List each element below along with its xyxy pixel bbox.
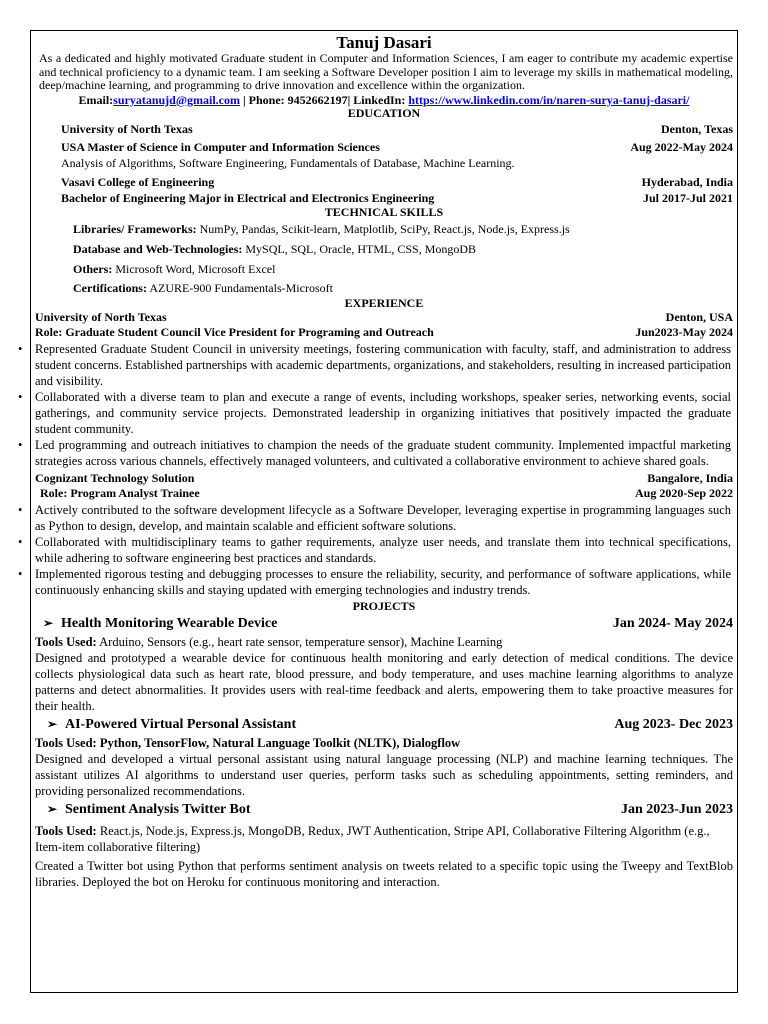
- summary-paragraph: As a dedicated and highly motivated Graduate student in Computer and Information Sciences, I am eager to contribute my academic expertise and technical proficiency to a dynamic team. I am seeking a Software Developer position I aim to leverage my skills in mathematical modeling, deep/machine learning, and programming to drive innovation and excellence within the organization.: [39, 51, 733, 93]
- school-row: [61, 120, 733, 138]
- education-heading: EDUCATION: [347, 105, 421, 120]
- skill-label: Libraries/ Frameworks:: [73, 221, 197, 236]
- project-description: Designed and prototyped a wearable device for continuous health monitoring and early detection of medical conditions. The device collects physiological data such as heart rate, blood pressure, and body temperature, and uses machine learning algorithms to analyze patterns and detect abnormalities. It provides users with real-time feedback and alerts, empowering them to take proactive measures for their health.: [35, 650, 733, 713]
- skill-label: Others:: [73, 261, 113, 276]
- email-link[interactable]: suryatanujd@gmail.com: [113, 92, 241, 107]
- experience-section: [18, 309, 733, 598]
- project-title: Health Monitoring Wearable Device: [61, 615, 278, 631]
- project-title: AI-Powered Virtual Personal Assistant: [65, 716, 297, 732]
- job-location: Bangalore, India: [647, 470, 733, 485]
- list-item: • Implemented rigorous testing and debugging processes to ensure the reliability, security, and performance of software applications, while continuously enhancing skills and staying updated with emerging technologies and industry trends.: [18, 566, 731, 597]
- job-location: Denton, USA: [665, 309, 733, 324]
- school-row: [61, 173, 733, 191]
- degree-row: [61, 191, 733, 206]
- degree-name: Bachelor of Engineering Major in Electrical and Electronics Engineering: [61, 190, 435, 205]
- project-description: Created a Twitter bot using Python that performs sentiment analysis on tweets related to a specific topic using the Tweepy and TextBlob libraries. Deployed the bot on Heroku for continuous monitoring and interaction.: [35, 858, 733, 889]
- degree-row: [61, 138, 733, 156]
- job-role: Role: Graduate Student Council Vice President for Programing and Outreach: [35, 324, 434, 339]
- job-dates: Jun2023-May 2024: [635, 324, 733, 339]
- education-section: [35, 120, 733, 206]
- degree-dates: Aug 2022-May 2024: [630, 139, 733, 154]
- arrow-bullet-icon: ➢: [47, 716, 58, 731]
- skill-value: Microsoft Word, Microsoft Excel: [112, 261, 276, 276]
- skill-value: NumPy, Pandas, Scikit-learn, Matplotlib, SciPy, React.js, Node.js, Express.js: [196, 221, 570, 236]
- project-description: Designed and developed a virtual personal assistant using natural language processing (NLP) and machine learning techniques. The assistant utilizes AI algorithms to understand user queries, perform tasks such as scheduling appointments, setting reminders, and providing personalized recommendations.: [35, 751, 733, 798]
- job-role-row: [35, 325, 733, 340]
- job-bullets: [18, 341, 733, 469]
- phone-linkedin-text: | Phone: 9452662197| LinkedIn:: [240, 92, 409, 107]
- list-item: • Collaborated with a diverse team to plan and execute a range of events, including workshops, speaker series, networking events, social gatherings, and community service projects. Demonstrated leadership in organizing initiatives that positively impacted the graduate student community.: [18, 389, 731, 436]
- skill-line: [73, 279, 733, 297]
- arrow-bullet-icon: ➢: [47, 801, 58, 816]
- skill-label: Certifications:: [73, 280, 147, 295]
- job-dates: Aug 2020-Sep 2022: [634, 485, 733, 500]
- coursework: Analysis of Algorithms, Software Engineering, Fundamentals of Database, Machine Learning.: [61, 155, 515, 170]
- skill-label: Database and Web-Technologies:: [73, 241, 243, 256]
- skills-heading: TECHNICAL SKILLS: [324, 204, 444, 219]
- job-role-row: [35, 486, 733, 501]
- school-name: University of North Texas: [61, 121, 193, 136]
- job-org: Cognizant Technology Solution: [35, 470, 195, 485]
- job-role: Role: Program Analyst Trainee: [40, 485, 200, 500]
- school-name: Vasavi College of Engineering: [61, 174, 215, 189]
- arrow-bullet-icon: ➢: [43, 615, 54, 630]
- job-bullets: [18, 502, 733, 598]
- contact-line: [35, 93, 733, 107]
- projects-section: [35, 613, 733, 890]
- skill-line: [73, 219, 733, 239]
- skill-value: MySQL, SQL, Oracle, HTML, CSS, MongoDB: [242, 241, 477, 256]
- project-tools: Tools Used: Arduino, Sensors (e.g., heart rate sensor, temperature sensor), Machine Learning: [35, 634, 503, 649]
- project-header: [35, 613, 733, 634]
- school-location: Hyderabad, India: [641, 174, 733, 189]
- list-item: • Represented Graduate Student Council in university meetings, fostering communication with faculty, staff, and administration to address student concerns. Established partnerships with academic departments, organizations, and stakeholders, resulting in increased participation and visibility.: [18, 341, 731, 388]
- skill-line: [73, 259, 733, 279]
- job-org: University of North Texas: [35, 309, 167, 324]
- project-header: [35, 799, 733, 820]
- email-label: Email:: [78, 92, 114, 107]
- list-item: • Collaborated with multidisciplinary teams to gather requirements, analyze user needs, and translate them into technical specifications, while adhering to software engineering best practices and standards.: [18, 534, 731, 565]
- project-dates: Aug 2023- Dec 2023: [614, 716, 733, 732]
- resume-page: [18, 30, 738, 993]
- list-item: • Led programming and outreach initiatives to champion the needs of the graduate student community. Implemented impactful marketing strategies across various channels, effectively managed volunteers, and cultivated a collaborative environment to achieve shared goals.: [18, 437, 731, 468]
- job-org-row: [35, 471, 733, 486]
- degree-dates: Jul 2017-Jul 2021: [642, 190, 733, 205]
- project-tools: Tools Used: React.js, Node.js, Express.js, MongoDB, Redux, JWT Authentication, Stripe API, Collaborative Filtering Algorithm (e.g., Item-item collaborative filtering): [35, 823, 710, 854]
- project-dates: Jan 2024- May 2024: [612, 615, 733, 631]
- skill-line: [73, 239, 733, 259]
- linkedin-link[interactable]: https://www.linkedin.com/in/naren-surya-tanuj-dasari/: [408, 92, 690, 107]
- projects-heading: PROJECTS: [352, 598, 416, 613]
- project-header: [35, 714, 733, 735]
- skills-section: [35, 219, 733, 297]
- list-item: • Actively contributed to the software development lifecycle as a Software Developer, leveraging expertise in programming languages such as Python to design, develop, and maintain scalable and efficient software solutions.: [18, 502, 731, 533]
- experience-heading: EXPERIENCE: [344, 295, 424, 310]
- project-dates: Jan 2023-Jun 2023: [620, 801, 733, 817]
- candidate-name: Tanuj Dasari: [336, 33, 432, 52]
- skill-value: AZURE-900 Fundamentals-Microsoft: [146, 280, 333, 295]
- school-location: Denton, Texas: [660, 121, 733, 136]
- project-title: Sentiment Analysis Twitter Bot: [65, 801, 251, 817]
- job-org-row: [35, 310, 733, 325]
- project-tools: Tools Used: Python, TensorFlow, Natural Language Toolkit (NLTK), Dialogflow: [35, 735, 461, 750]
- degree-name: USA Master of Science in Computer and Information Sciences: [61, 139, 380, 154]
